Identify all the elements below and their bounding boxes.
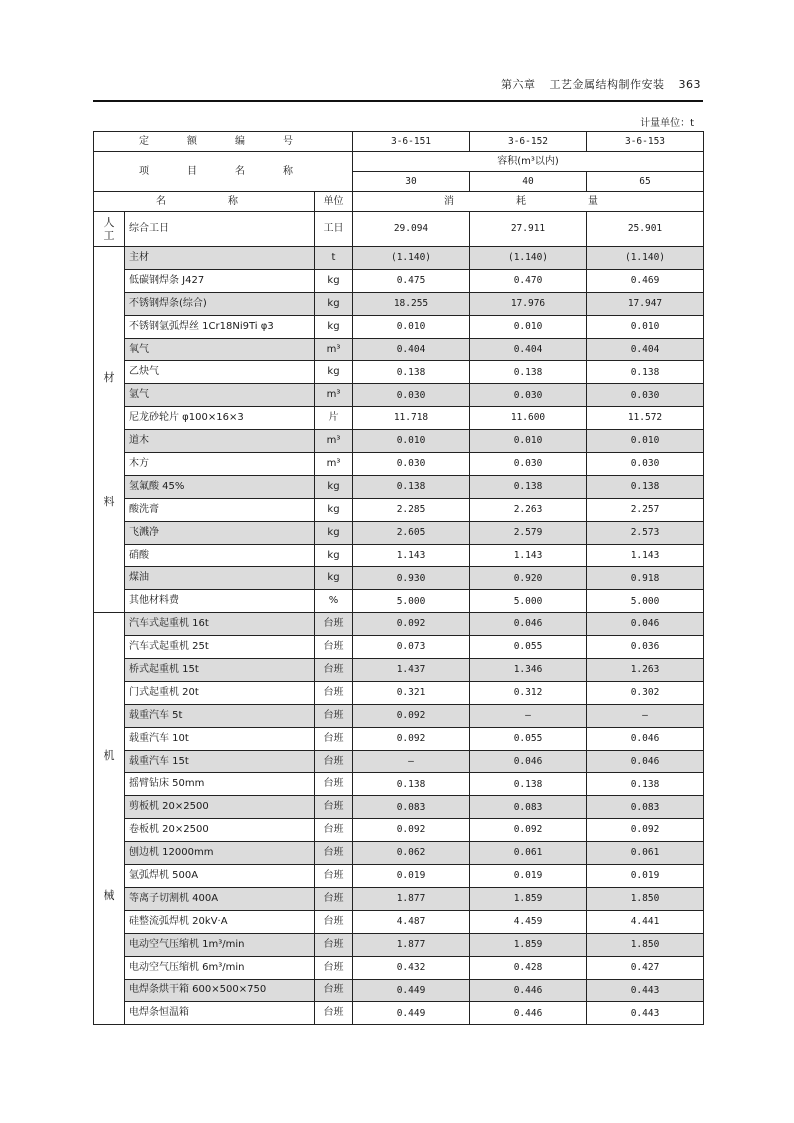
consumption-value: 0.046 (470, 613, 587, 636)
resource-name: 不锈钢氩弧焊丝 1Cr18Ni9Ti φ3 (125, 315, 315, 338)
consumption-value: — (470, 704, 587, 727)
table-row (94, 521, 704, 544)
resource-unit: 台班 (315, 842, 353, 865)
consumption-value: 0.030 (470, 384, 587, 407)
resource-unit: 片 (315, 407, 353, 430)
resource-name: 木方 (125, 453, 315, 476)
table-row (94, 865, 704, 888)
consumption-value: 0.030 (470, 453, 587, 476)
consumption-value: 0.138 (587, 361, 704, 384)
resource-unit: 台班 (315, 865, 353, 888)
resource-unit: kg (315, 361, 353, 384)
volume-label: 容积(m³以内) (353, 152, 704, 172)
resource-unit: 台班 (315, 796, 353, 819)
consumption-value: 0.010 (470, 315, 587, 338)
table-row (94, 544, 704, 567)
resource-unit: m³ (315, 453, 353, 476)
resource-name: 酸洗膏 (125, 498, 315, 521)
table-row (94, 453, 704, 476)
resource-name: 电焊条恒温箱 (125, 1002, 315, 1025)
consumption-value: 0.427 (587, 956, 704, 979)
quota-code-row (94, 132, 704, 152)
consumption-value: 0.443 (587, 979, 704, 1002)
table-row (94, 933, 704, 956)
consumption-value: 1.143 (470, 544, 587, 567)
table-row (94, 269, 704, 292)
table-row (94, 796, 704, 819)
table-row (94, 212, 704, 247)
consumption-value: 0.469 (587, 269, 704, 292)
item-name-label: 项 目 名 称 (94, 152, 353, 192)
resource-unit: 台班 (315, 819, 353, 842)
consumption-value: 18.255 (353, 292, 470, 315)
table-row (94, 887, 704, 910)
consumption-value: 0.083 (470, 796, 587, 819)
consumption-value: 0.446 (470, 979, 587, 1002)
table-row (94, 659, 704, 682)
consumption-value: 0.083 (587, 796, 704, 819)
resource-name: 乙炔气 (125, 361, 315, 384)
table-row (94, 498, 704, 521)
category-label: 料 (103, 495, 115, 508)
consumption-value: 1.346 (470, 659, 587, 682)
consumption-value: (1.140) (353, 247, 470, 270)
table-row (94, 430, 704, 453)
consumption-value: 1.263 (587, 659, 704, 682)
chapter-label: 第六章 (501, 78, 536, 91)
resource-name: 载重汽车 10t (125, 727, 315, 750)
consumption-value: 4.487 (353, 910, 470, 933)
resource-name: 电动空气压缩机 6m³/min (125, 956, 315, 979)
resource-unit: % (315, 590, 353, 613)
table-row (94, 590, 704, 613)
resource-name: 桥式起重机 15t (125, 659, 315, 682)
consumption-value: 2.605 (353, 521, 470, 544)
resource-name: 道木 (125, 430, 315, 453)
consumption-value: 0.010 (353, 315, 470, 338)
resource-name: 氢氟酸 45% (125, 475, 315, 498)
resource-name: 其他材料费 (125, 590, 315, 613)
quota-table (93, 131, 704, 1025)
consumption-value: 2.285 (353, 498, 470, 521)
section-title: 工艺金属结构制作安装 (549, 78, 665, 91)
resource-unit: 台班 (315, 727, 353, 750)
resource-unit: 台班 (315, 613, 353, 636)
resource-unit: m³ (315, 338, 353, 361)
quota-code: 3-6-151 (353, 132, 470, 152)
consumption-value: — (353, 750, 470, 773)
table-row (94, 384, 704, 407)
consumption-value: 0.030 (587, 384, 704, 407)
consumption-value: 2.263 (470, 498, 587, 521)
consumption-value: 0.055 (470, 636, 587, 659)
consumption-value: 0.404 (353, 338, 470, 361)
resource-name: 飞溅净 (125, 521, 315, 544)
category-label: 材 (103, 371, 115, 384)
resource-name: 等离子切割机 400A (125, 887, 315, 910)
consumption-value: 0.449 (353, 1002, 470, 1025)
resource-name: 电焊条烘干箱 600×500×750 (125, 979, 315, 1002)
consumption-value: 0.019 (587, 865, 704, 888)
category-label: 械 (103, 889, 115, 903)
consumption-value: 0.920 (470, 567, 587, 590)
volume-value: 30 (353, 172, 470, 192)
consumption-value: 0.010 (587, 430, 704, 453)
consumption-value: 11.718 (353, 407, 470, 430)
resource-unit: kg (315, 292, 353, 315)
consumption-value: 1.859 (470, 887, 587, 910)
consumption-value: 0.918 (587, 567, 704, 590)
table-row (94, 361, 704, 384)
consumption-value: 0.061 (587, 842, 704, 865)
table-row (94, 247, 704, 270)
resource-unit: 工日 (315, 212, 353, 247)
consumption-value: 25.901 (587, 212, 704, 247)
consumption-value: 0.138 (470, 773, 587, 796)
consumption-value: 4.459 (470, 910, 587, 933)
consumption-value: 0.138 (353, 475, 470, 498)
consumption-value: 0.092 (587, 819, 704, 842)
consumption-value: 0.019 (353, 865, 470, 888)
resource-unit: kg (315, 521, 353, 544)
consumption-value: 0.061 (470, 842, 587, 865)
consumption-value: 0.019 (470, 865, 587, 888)
category-labor (94, 212, 125, 247)
category-machinery (94, 613, 125, 1025)
consumption-value: 1.877 (353, 887, 470, 910)
resource-name: 煤油 (125, 567, 315, 590)
table-row (94, 613, 704, 636)
unit-note: 计量单位：t (640, 118, 694, 129)
unit-column-header: 单位 (315, 192, 353, 212)
resource-name: 主材 (125, 247, 315, 270)
consumption-value: 0.083 (353, 796, 470, 819)
consumption-value: 0.010 (470, 430, 587, 453)
resource-unit: 台班 (315, 887, 353, 910)
resource-unit: kg (315, 475, 353, 498)
table-row (94, 979, 704, 1002)
consumption-value: 0.302 (587, 681, 704, 704)
consumption-value: 0.030 (587, 453, 704, 476)
consumption-value: 0.092 (353, 819, 470, 842)
consumption-value: 0.092 (470, 819, 587, 842)
consumption-value: 1.143 (587, 544, 704, 567)
resource-unit: t (315, 247, 353, 270)
consumption-value: 27.911 (470, 212, 587, 247)
page-number: 363 (678, 78, 701, 91)
consumption-value: 0.010 (353, 430, 470, 453)
consumption-value: 0.138 (470, 475, 587, 498)
consumption-value: 2.579 (470, 521, 587, 544)
table-row (94, 567, 704, 590)
resource-unit: 台班 (315, 910, 353, 933)
consumption-value: (1.140) (587, 247, 704, 270)
resource-name: 综合工日 (125, 212, 315, 247)
quota-code-label: 定 额 编 号 (94, 132, 353, 152)
category-label: 机 (103, 749, 115, 763)
resource-name: 氩弧焊机 500A (125, 865, 315, 888)
resource-unit: kg (315, 567, 353, 590)
consumption-value: 4.441 (587, 910, 704, 933)
table-row (94, 727, 704, 750)
header-text (487, 76, 701, 92)
consumption-value: 1.850 (587, 887, 704, 910)
resource-name: 尼龙砂轮片 φ100×16×3 (125, 407, 315, 430)
consumption-value: 0.446 (470, 1002, 587, 1025)
consumption-value: 0.443 (587, 1002, 704, 1025)
consumption-value: 0.475 (353, 269, 470, 292)
consumption-value: (1.140) (470, 247, 587, 270)
resource-name: 汽车式起重机 25t (125, 636, 315, 659)
consumption-value: 1.877 (353, 933, 470, 956)
resource-unit: 台班 (315, 979, 353, 1002)
consumption-value: 17.947 (587, 292, 704, 315)
consumption-value: 0.930 (353, 567, 470, 590)
consumption-value: 11.572 (587, 407, 704, 430)
consumption-value: 0.428 (470, 956, 587, 979)
consumption-value: 0.062 (353, 842, 470, 865)
consumption-value: 0.321 (353, 681, 470, 704)
resource-name: 氧气 (125, 338, 315, 361)
resource-name: 载重汽车 5t (125, 704, 315, 727)
consumption-value: 11.600 (470, 407, 587, 430)
quota-table-body (94, 132, 704, 1025)
consumption-value: 17.976 (470, 292, 587, 315)
resource-unit: m³ (315, 384, 353, 407)
resource-unit: kg (315, 498, 353, 521)
consumption-value: 2.573 (587, 521, 704, 544)
table-row (94, 475, 704, 498)
volume-value: 65 (587, 172, 704, 192)
consumption-value: 1.437 (353, 659, 470, 682)
consumption-value: 0.046 (587, 613, 704, 636)
consumption-value: 0.138 (470, 361, 587, 384)
page-header (93, 68, 703, 102)
consumption-value: 0.030 (353, 453, 470, 476)
resource-name: 氩气 (125, 384, 315, 407)
consumption-value: 1.850 (587, 933, 704, 956)
column-header-row (94, 192, 704, 212)
resource-unit: m³ (315, 430, 353, 453)
consumption-value: — (587, 704, 704, 727)
consumption-value: 1.859 (470, 933, 587, 956)
consumption-value: 5.000 (470, 590, 587, 613)
table-row (94, 819, 704, 842)
consumption-value: 0.030 (353, 384, 470, 407)
resource-name: 汽车式起重机 16t (125, 613, 315, 636)
category-label: 人工 (103, 215, 115, 242)
table-row (94, 315, 704, 338)
consumption-value: 0.046 (587, 727, 704, 750)
resource-name: 低碳钢焊条 J427 (125, 269, 315, 292)
consumption-value: 0.036 (587, 636, 704, 659)
resource-name: 剪板机 20×2500 (125, 796, 315, 819)
resource-unit: 台班 (315, 636, 353, 659)
consumption-value: 0.138 (587, 773, 704, 796)
resource-unit: 台班 (315, 681, 353, 704)
resource-unit: 台班 (315, 704, 353, 727)
consumption-value: 1.143 (353, 544, 470, 567)
consumption-value: 0.312 (470, 681, 587, 704)
consumption-value: 0.073 (353, 636, 470, 659)
consumption-value: 5.000 (353, 590, 470, 613)
table-row (94, 842, 704, 865)
consumption-value: 0.010 (587, 315, 704, 338)
consumption-value: 0.432 (353, 956, 470, 979)
table-row (94, 1002, 704, 1025)
table-row (94, 407, 704, 430)
consumption-value: 0.138 (353, 361, 470, 384)
resource-unit: kg (315, 269, 353, 292)
resource-name: 不锈钢焊条(综合) (125, 292, 315, 315)
resource-unit: kg (315, 315, 353, 338)
resource-name: 硅整流弧焊机 20kV·A (125, 910, 315, 933)
consumption-value: 0.449 (353, 979, 470, 1002)
consumption-value: 0.046 (470, 750, 587, 773)
resource-unit: 台班 (315, 933, 353, 956)
consumption-value: 0.092 (353, 704, 470, 727)
resource-name: 刨边机 12000mm (125, 842, 315, 865)
category-material (94, 247, 125, 613)
table-row (94, 773, 704, 796)
consumption-value: 0.092 (353, 613, 470, 636)
resource-name: 卷板机 20×2500 (125, 819, 315, 842)
resource-name: 摇臂钻床 50mm (125, 773, 315, 796)
consumption-value: 0.046 (587, 750, 704, 773)
consumption-value: 29.094 (353, 212, 470, 247)
table-row (94, 636, 704, 659)
quota-code: 3-6-153 (587, 132, 704, 152)
volume-value: 40 (470, 172, 587, 192)
quota-code: 3-6-152 (470, 132, 587, 152)
table-row (94, 338, 704, 361)
consumption-value: 0.055 (470, 727, 587, 750)
volume-label-row (94, 152, 704, 172)
resource-unit: 台班 (315, 750, 353, 773)
resource-name: 硝酸 (125, 544, 315, 567)
name-column-header: 名 称 (94, 192, 315, 212)
resource-name: 载重汽车 15t (125, 750, 315, 773)
table-row (94, 292, 704, 315)
consumption-value: 0.138 (353, 773, 470, 796)
resource-unit: 台班 (315, 773, 353, 796)
table-row (94, 910, 704, 933)
resource-unit: kg (315, 544, 353, 567)
consumption-value: 0.470 (470, 269, 587, 292)
resource-name: 电动空气压缩机 1m³/min (125, 933, 315, 956)
table-row (94, 681, 704, 704)
consumption-column-header: 消 耗 量 (353, 192, 704, 212)
consumption-value: 0.138 (587, 475, 704, 498)
consumption-value: 0.404 (470, 338, 587, 361)
table-row (94, 956, 704, 979)
consumption-value: 0.092 (353, 727, 470, 750)
table-row (94, 750, 704, 773)
resource-name: 门式起重机 20t (125, 681, 315, 704)
resource-unit: 台班 (315, 956, 353, 979)
resource-unit: 台班 (315, 659, 353, 682)
consumption-value: 0.404 (587, 338, 704, 361)
resource-unit: 台班 (315, 1002, 353, 1025)
table-row (94, 704, 704, 727)
consumption-value: 5.000 (587, 590, 704, 613)
consumption-value: 2.257 (587, 498, 704, 521)
